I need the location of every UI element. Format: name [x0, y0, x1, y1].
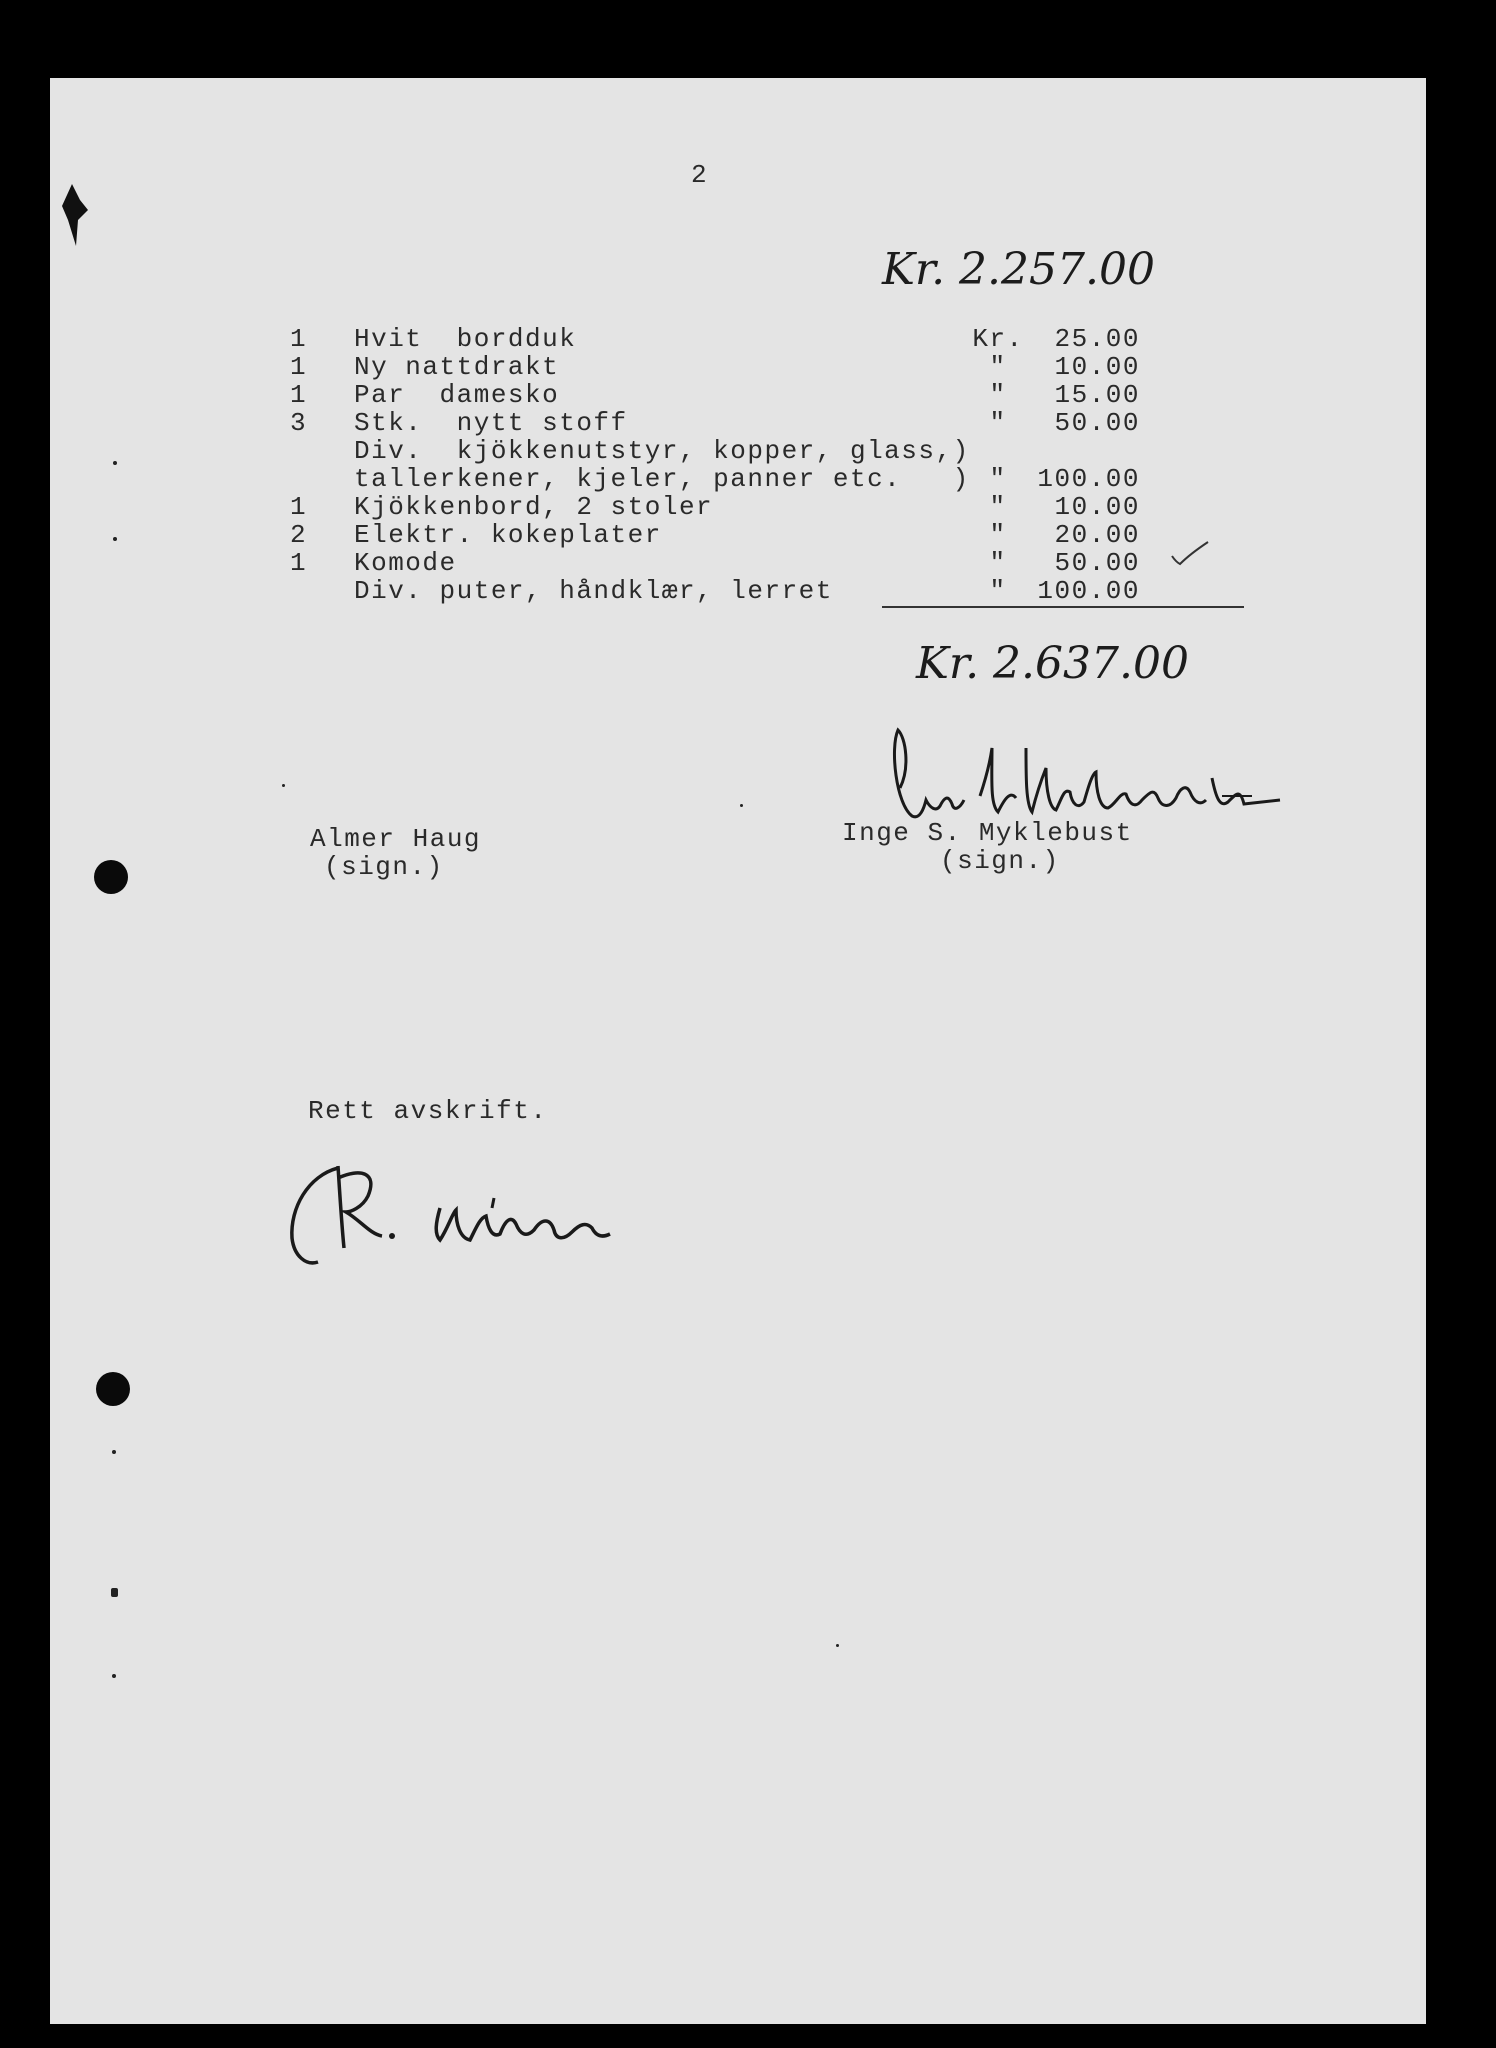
signatory-name: Almer Haug [310, 824, 482, 854]
item-qty: 1 [290, 324, 308, 354]
item-currency: " [989, 548, 1007, 578]
item-amount: 100.00 [1037, 576, 1140, 606]
signatory-note: (sign.) [324, 852, 444, 882]
item-description: Elektr. kokeplater [354, 520, 662, 550]
ink-blot [54, 180, 94, 270]
item-description: Ny nattdrakt [354, 352, 560, 382]
item-amount: 10.00 [1054, 352, 1140, 382]
item-currency: " [989, 352, 1007, 382]
scan-speck [113, 461, 117, 465]
page-number: 2 [691, 160, 709, 190]
item-amount: 100.00 [1037, 464, 1140, 494]
item-currency: Kr. [972, 324, 1024, 354]
certification-text: Rett avskrift. [308, 1096, 548, 1126]
list-item [50, 382, 1426, 410]
check-mark-icon [1170, 540, 1210, 570]
list-item [50, 522, 1426, 550]
item-currency: " [989, 492, 1007, 522]
item-currency: " [989, 576, 1007, 606]
total-rule [882, 606, 1244, 608]
binder-hole [94, 860, 128, 894]
item-amount: 20.00 [1054, 520, 1140, 550]
item-amount: 50.00 [1054, 408, 1140, 438]
item-qty: 1 [290, 492, 308, 522]
item-amount: 10.00 [1054, 492, 1140, 522]
document-page [50, 78, 1426, 2024]
item-currency: " [989, 464, 1007, 494]
list-item [50, 550, 1426, 578]
signatory-note: (sign.) [940, 846, 1060, 876]
item-qty: 3 [290, 408, 308, 438]
item-currency: " [989, 408, 1007, 438]
scan-speck [111, 1588, 118, 1597]
item-qty: 1 [290, 548, 308, 578]
item-currency: " [989, 520, 1007, 550]
nielsen-signature [280, 1138, 700, 1278]
item-amount: 50.00 [1054, 548, 1140, 578]
item-amount: 25.00 [1054, 324, 1140, 354]
handwritten-subtotal: Kr. 2.257.00 [882, 244, 1155, 295]
list-item [50, 438, 1426, 466]
scan-speck [112, 1674, 116, 1678]
item-description: Hvit bordduk [354, 324, 577, 354]
item-qty: 1 [290, 380, 308, 410]
item-description: Kjökkenbord, 2 stoler [354, 492, 714, 522]
item-amount: 15.00 [1054, 380, 1140, 410]
scan-speck [112, 1450, 116, 1454]
handwritten-total: Kr. 2.637.00 [916, 638, 1189, 689]
list-item [50, 466, 1426, 494]
item-description: Komode [354, 548, 457, 578]
scan-speck [282, 784, 285, 787]
list-item [50, 354, 1426, 382]
list-item [50, 578, 1426, 606]
signatory-name: Inge S. Myklebust [842, 818, 1133, 848]
list-item [50, 410, 1426, 438]
scan-speck [740, 804, 743, 807]
item-currency: " [989, 380, 1007, 410]
item-description: tallerkener, kjeler, panner etc. ) [354, 464, 970, 494]
scan-speck [836, 1644, 839, 1647]
binder-hole [96, 1372, 130, 1406]
list-item [50, 494, 1426, 522]
item-description: Div. kjökkenutstyr, kopper, glass,) [354, 436, 970, 466]
list-item [50, 326, 1426, 354]
scan-speck [113, 537, 117, 541]
item-qty: 1 [290, 352, 308, 382]
item-description: Stk. nytt stoff [354, 408, 628, 438]
item-qty: 2 [290, 520, 308, 550]
item-description: Div. puter, håndklær, lerret [354, 576, 833, 606]
item-description: Par damesko [354, 380, 560, 410]
